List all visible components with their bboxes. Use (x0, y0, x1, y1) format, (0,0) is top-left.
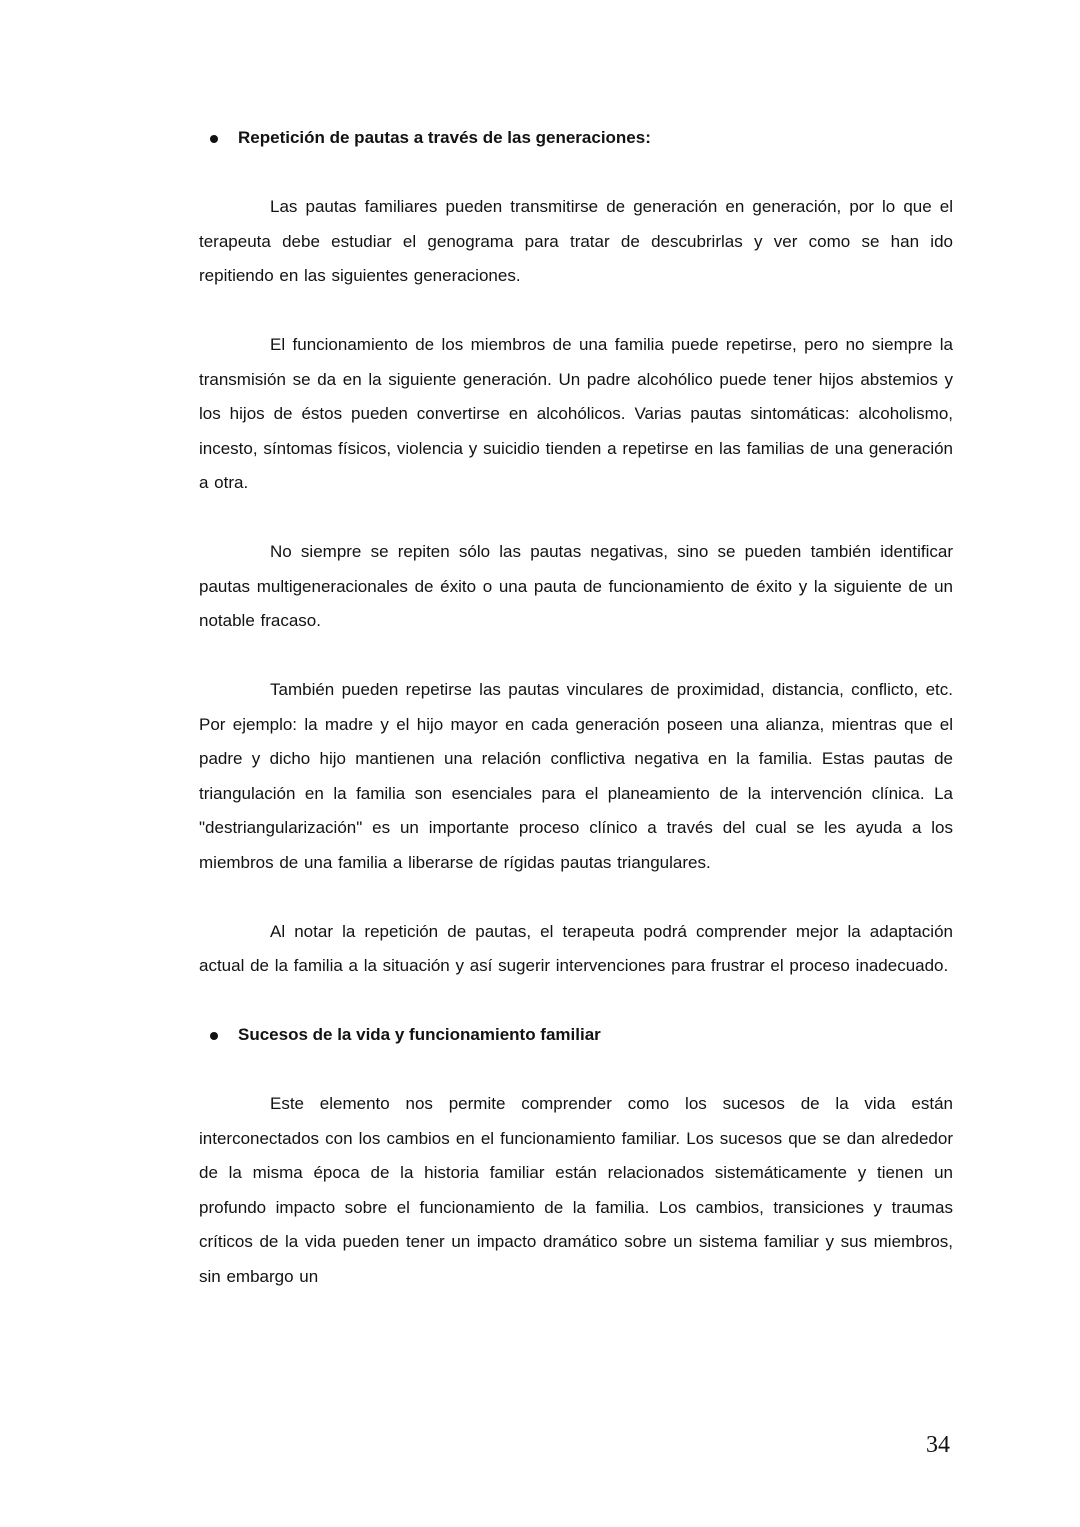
bullet-heading-sucesos-de-la-vida (199, 1018, 953, 1053)
page-content (199, 121, 953, 1329)
paragraph-pautas-transmitirse: Las pautas familiares pueden transmitirse de generación en generación, por lo que el terapeuta debe estudiar el genograma para tratar de descubrirlas y ver como se han ido repitiendo en las siguientes generaciones. (199, 197, 953, 285)
paragraph-este-elemento: Este elemento nos permite comprender como los sucesos de la vida están interconectados con los cambios en el funcionamiento familiar. Los sucesos que se dan alrededor de la misma época de la historia familiar están relacionados sistemáticamente y tienen un profundo impacto sobre el funcionamiento de la familia. Los cambios, transiciones y traumas críticos de la vida pueden tener un impacto dramático sobre un sistema familiar y sus miembros, sin embargo un (199, 1094, 953, 1286)
bullet-heading-repeticion-de-pautas (199, 121, 953, 156)
bullet-icon (210, 135, 218, 143)
heading-text: Sucesos de la vida y funcionamiento familiar (238, 1025, 601, 1044)
paragraph-funcionamiento-miembros: El funcionamiento de los miembros de una familia puede repetirse, pero no siempre la transmisión se da en la siguiente generación. Un padre alcohólico puede tener hijos abstemios y los hijos de éstos pueden convertirse en alcohólicos. Varias pautas sintomáticas: alcoholismo, incesto, síntomas físicos, violencia y suicidio tienden a repetirse en las familias de una generación a otra. (199, 335, 953, 492)
paragraph-al-notar-repeticion: Al notar la repetición de pautas, el terapeuta podrá comprender mejor la adaptación actual de la familia a la situación y así sugerir intervenciones para frustrar el proceso inadecuado. (199, 921, 953, 975)
heading-text: Repetición de pautas a través de las generaciones: (238, 128, 651, 147)
page-number: 34 (926, 1432, 950, 1458)
paragraph-pautas-vinculares: También pueden repetirse las pautas vinculares de proximidad, distancia, conflicto, etc. Por ejemplo: la madre y el hijo mayor en cada generación poseen una alianza, mientras que el padre y dicho hijo mantienen una relación conflictiva negativa en la familia. Estas pautas de triangulación en la familia son esenciales para el planeamiento de la intervención clínica. La "destriangularización" es un importante proceso clínico a través del cual se les ayuda a los miembros de una familia a liberarse de rígidas pautas triangulares. (199, 680, 953, 872)
paragraph-pautas-negativas: No siempre se repiten sólo las pautas negativas, sino se pueden también identificar pautas multigeneracionales de éxito o una pauta de funcionamiento de éxito y la siguiente de un notable fracaso. (199, 542, 953, 630)
bullet-icon (210, 1032, 218, 1040)
